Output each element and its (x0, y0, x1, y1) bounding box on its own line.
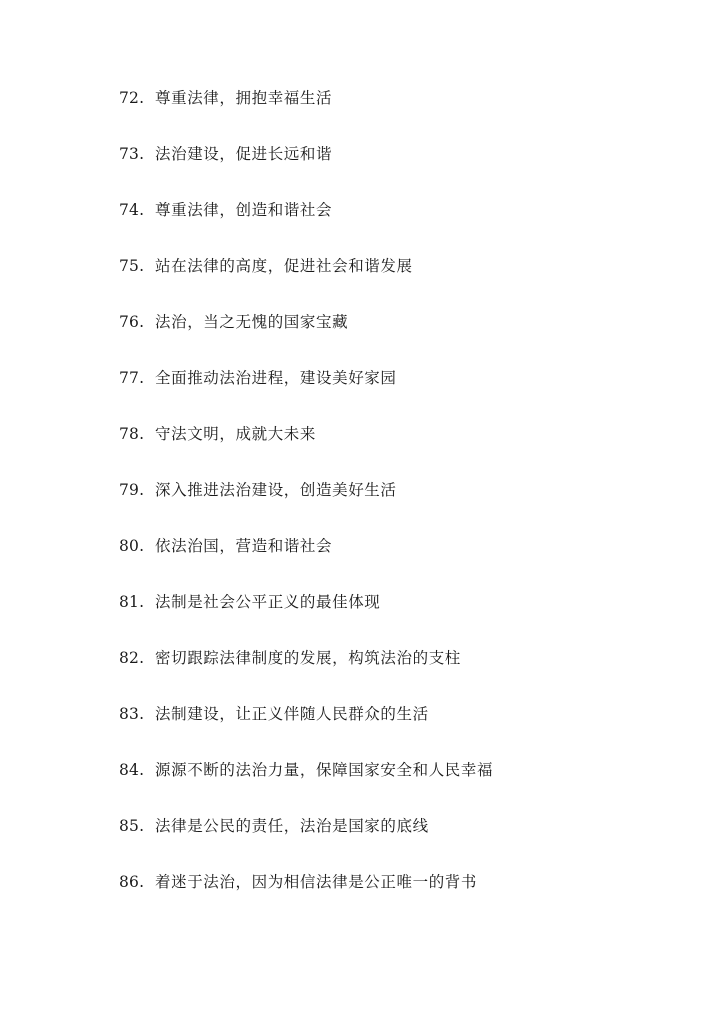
list-item (119, 364, 493, 420)
item-number: 86. (119, 873, 145, 891)
item-text: 法律是公民的责任，法治是国家的底线 (155, 817, 429, 835)
item-number: 84. (119, 761, 145, 779)
item-number: 85. (119, 817, 145, 835)
item-text: 法制是社会公平正义的最佳体现 (155, 593, 381, 611)
item-text: 守法文明，成就大未来 (155, 425, 317, 443)
list-item (119, 868, 493, 924)
item-text: 密切跟踪法律制度的发展，构筑法治的支柱 (155, 649, 461, 667)
item-number: 81. (119, 593, 145, 611)
item-text: 尊重法律，拥抱幸福生活 (155, 89, 333, 107)
item-number: 80. (119, 537, 145, 555)
list-item (119, 588, 493, 644)
item-number: 76. (119, 313, 145, 331)
item-number: 82. (119, 649, 145, 667)
list-item (119, 252, 493, 308)
list-item (119, 308, 493, 364)
item-text: 法制建设，让正义伴随人民群众的生活 (155, 705, 429, 723)
list-item (119, 476, 493, 532)
item-text: 站在法律的高度，促进社会和谐发展 (155, 257, 413, 275)
item-number: 72. (119, 89, 145, 107)
list-item (119, 140, 493, 196)
slogan-list (119, 84, 493, 924)
list-item (119, 756, 493, 812)
item-number: 79. (119, 481, 145, 499)
item-text: 法治，当之无愧的国家宝藏 (155, 313, 349, 331)
list-item (119, 644, 493, 700)
item-number: 78. (119, 425, 145, 443)
list-item (119, 84, 493, 140)
item-text: 着迷于法治，因为相信法律是公正唯一的背书 (155, 873, 478, 891)
list-item (119, 420, 493, 476)
item-number: 77. (119, 369, 145, 387)
item-number: 74. (119, 201, 145, 219)
item-text: 依法治国，营造和谐社会 (155, 537, 333, 555)
item-text: 尊重法律，创造和谐社会 (155, 201, 333, 219)
item-number: 75. (119, 257, 145, 275)
list-item (119, 700, 493, 756)
list-item (119, 532, 493, 588)
list-item (119, 196, 493, 252)
item-text: 深入推进法治建设，创造美好生活 (155, 481, 397, 499)
item-number: 83. (119, 705, 145, 723)
item-text: 法治建设，促进长远和谐 (155, 145, 333, 163)
list-item (119, 812, 493, 868)
item-text: 源源不断的法治力量，保障国家安全和人民幸福 (155, 761, 494, 779)
item-number: 73. (119, 145, 145, 163)
item-text: 全面推动法治进程，建设美好家园 (155, 369, 397, 387)
